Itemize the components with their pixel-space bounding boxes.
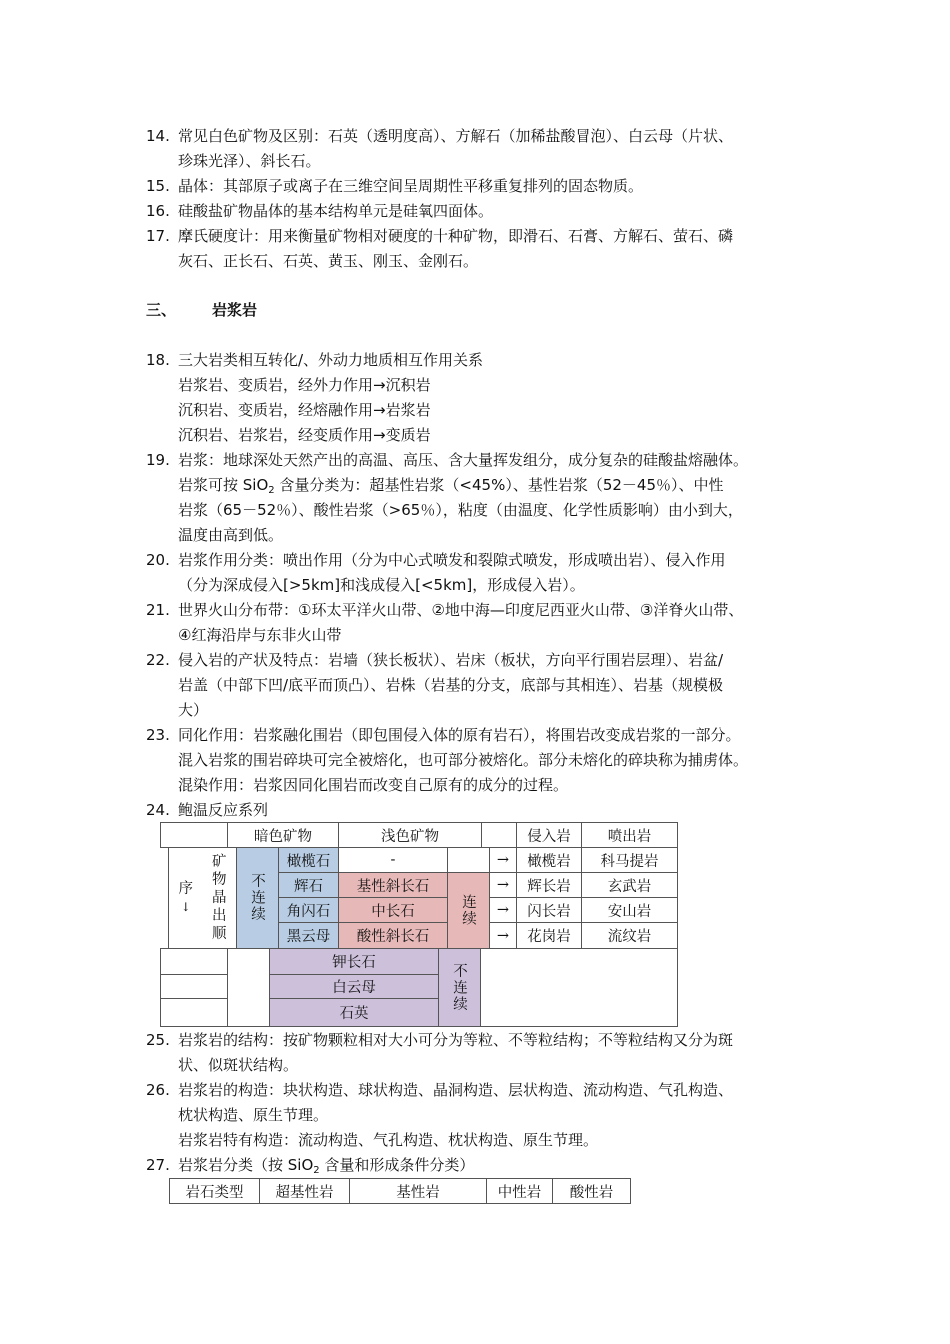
continuous-series-label xyxy=(447,872,490,949)
header-blank xyxy=(481,822,517,848)
item-text-line: 沉积岩、岩浆岩，经变质作用→变质岩 xyxy=(178,426,431,444)
blank-cell xyxy=(160,948,228,975)
table-header-cell: 基性岩 xyxy=(350,1179,487,1204)
item-number: 19. xyxy=(146,451,170,469)
item-number: 26. xyxy=(146,1081,170,1099)
item-text-line: 晶体：其部原子或离子在三维空间呈周期性平移重复排列的固态物质。 xyxy=(178,177,644,195)
intrusive-rock: 花岗岩 xyxy=(516,922,582,949)
header-intrusive: 侵入岩 xyxy=(516,822,582,848)
extrusive-rock: 安山岩 xyxy=(581,897,678,923)
blank-cell xyxy=(227,948,270,1027)
item-text-line: （分为深成侵入[>5km]和浅成侵入[<5km]，形成侵入岩）。 xyxy=(178,576,585,594)
item-number: 23. xyxy=(146,726,170,744)
item-number: 14. xyxy=(146,127,170,145)
item-text-line: ④红海沿岸与东非火山带 xyxy=(178,626,342,644)
arrow-right-icon: → xyxy=(489,897,517,923)
table-header-cell: 超基性岩 xyxy=(260,1179,350,1204)
table-header-cell: 酸性岩 xyxy=(553,1179,631,1204)
item-number: 20. xyxy=(146,551,170,569)
item-text-line: 岩浆作用分类：喷出作用（分为中心式喷发和裂隙式喷发，形成喷出岩）、侵入作用 xyxy=(178,551,726,569)
extrusive-rock: 玄武岩 xyxy=(581,872,678,898)
continuous-text: 连续 xyxy=(460,894,476,927)
item-text-line: 岩浆：地球深处天然产出的高温、高压、含大量挥发组分，成分复杂的硅酸盐熔融体。 xyxy=(178,451,749,469)
late-discontinuous-text: 不连续 xyxy=(451,962,467,1013)
late-discontinuous-label xyxy=(438,948,481,1027)
order-char: 晶 xyxy=(212,889,227,906)
item-text-line xyxy=(178,473,828,498)
order-label-a xyxy=(179,880,194,916)
table-header-cell: 岩石类型 xyxy=(170,1179,260,1204)
rock-classification-table xyxy=(169,1178,631,1204)
item-number: 22. xyxy=(146,651,170,669)
item-text-line: 温度由高到低。 xyxy=(178,526,284,544)
blank-cell xyxy=(160,998,228,1027)
item-text-line: 世界火山分布带：①环太平洋火山带、②地中海—印度尼西亚火山带、③洋脊火山带、 xyxy=(178,601,744,619)
item-number: 24. xyxy=(146,801,170,819)
header-light-minerals: 浅色矿物 xyxy=(338,822,482,848)
item-text-line: 状、似斑状结构。 xyxy=(178,1056,299,1074)
order-char: 出 xyxy=(212,907,227,924)
dark-mineral: 橄榄石 xyxy=(278,847,339,873)
light-mineral: 基性斜长石 xyxy=(338,872,448,898)
item-text-line: 岩浆岩的结构：按矿物颗粒相对大小可分为等粒、不等粒结构；不等粒结构又分为斑 xyxy=(178,1031,734,1049)
arrow-right-icon: → xyxy=(489,872,517,898)
item-text-line: 岩浆岩特有构造：流动构造、气孔构造、枕状构造、原生节理。 xyxy=(178,1131,599,1149)
item-text-line: 岩浆（65－52％）、酸性岩浆（>65％），粘度（由温度、化学性质影响）由小到大， xyxy=(178,501,743,519)
arrow-right-icon: → xyxy=(489,847,517,873)
dark-mineral: 黑云母 xyxy=(278,922,339,949)
order-char: 序 xyxy=(178,880,193,897)
text-fragment: 含量分类为：超基性岩浆（<45%）、基性岩浆（52－45％）、中性 xyxy=(274,476,724,494)
down-arrow-icon: ↓ xyxy=(180,899,191,914)
header-blank xyxy=(160,822,228,848)
table-header-cell: 中性岩 xyxy=(487,1179,553,1204)
item-text-line: 混染作用：岩浆因同化围岩而改变自己原有的成分的过程。 xyxy=(178,776,569,794)
order-label-b xyxy=(212,853,227,943)
item-text-line: 岩盖（中部下凹/底平而顶凸）、岩株（岩基的分支，底部与其相连）、岩基（规模极 xyxy=(178,676,724,694)
dark-mineral: 辉石 xyxy=(278,872,339,898)
section-title: 岩浆岩 xyxy=(212,301,258,319)
item-number: 25. xyxy=(146,1031,170,1049)
item-text-line: 同化作用：岩浆融化围岩（即包围侵入体的原有岩石），将围岩改变成岩浆的一部分。 xyxy=(178,726,741,744)
item-text-line: 珍珠光泽）、斜长石。 xyxy=(178,152,321,170)
extrusive-rock: 流纹岩 xyxy=(581,922,678,949)
text-fragment: 含量和形成条件分类） xyxy=(319,1156,475,1174)
item-text-line: 摩氏硬度计：用来衡量矿物相对硬度的十种矿物，即滑石、石膏、方解石、萤石、磷 xyxy=(178,227,734,245)
late-mineral: 白云母 xyxy=(269,974,439,999)
light-mineral: 酸性斜长石 xyxy=(338,922,448,949)
header-dark-minerals: 暗色矿物 xyxy=(227,822,339,848)
blank-cell xyxy=(160,974,228,999)
item-number: 27. xyxy=(146,1156,170,1174)
item-number: 21. xyxy=(146,601,170,619)
item-text-line: 鲍温反应系列 xyxy=(178,801,269,819)
item-text-line: 枕状构造、原生节理。 xyxy=(178,1106,329,1124)
item-text-line xyxy=(178,1153,828,1178)
order-char: 矿 xyxy=(212,853,227,870)
order-char: 物 xyxy=(212,871,227,888)
blank-cell xyxy=(447,847,490,873)
subscript: 2 xyxy=(313,1165,320,1176)
item-text-line: 沉积岩、变质岩，经熔融作用→岩浆岩 xyxy=(178,401,431,419)
bowen-reaction-table xyxy=(160,822,678,1027)
order-char: 顺 xyxy=(212,925,227,942)
item-number: 16. xyxy=(146,202,170,220)
item-text-line: 大） xyxy=(178,701,209,719)
crystallization-order xyxy=(168,847,236,949)
intrusive-rock: 辉长岩 xyxy=(516,872,582,898)
item-text-line: 灰石、正长石、石英、黄玉、刚玉、金刚石。 xyxy=(178,252,479,270)
item-number: 17. xyxy=(146,227,170,245)
late-mineral: 钾长石 xyxy=(269,948,439,975)
intrusive-rock: 闪长岩 xyxy=(516,897,582,923)
item-text-line: 三大岩类相互转化/、外动力地质相互作用关系 xyxy=(178,351,484,369)
extrusive-rock: 科马提岩 xyxy=(581,847,678,873)
table-row xyxy=(170,1179,631,1204)
item-number: 15. xyxy=(146,177,170,195)
header-extrusive: 喷出岩 xyxy=(581,822,678,848)
item-text-line: 常见白色矿物及区别：石英（透明度高）、方解石（加稀盐酸冒泡）、白云母（片状、 xyxy=(178,127,734,145)
arrow-right-icon: → xyxy=(489,922,517,949)
text-fragment: 岩浆可按 SiO xyxy=(178,476,269,494)
item-text-line: 岩浆岩、变质岩，经外力作用→沉积岩 xyxy=(178,376,431,394)
light-mineral: 中长石 xyxy=(338,897,448,923)
item-text-line: 混入岩浆的围岩碎块可完全被熔化，也可部分被熔化。部分未熔化的碎块称为捕虏体。 xyxy=(178,751,749,769)
item-number: 18. xyxy=(146,351,170,369)
item-text-line: 侵入岩的产状及特点：岩墙（狭长板状）、岩床（板状，方向平行围岩层理）、岩盆/ xyxy=(178,651,724,669)
item-text-line: 硅酸盐矿物晶体的基本结构单元是硅氧四面体。 xyxy=(178,202,494,220)
light-mineral: - xyxy=(338,847,448,873)
text-fragment: 岩浆岩分类（按 SiO xyxy=(178,1156,314,1174)
intrusive-rock: 橄榄岩 xyxy=(516,847,582,873)
item-text-line: 岩浆岩的构造：块状构造、球状构造、晶洞构造、层状构造、流动构造、气孔构造、 xyxy=(178,1081,734,1099)
blank-cell xyxy=(480,948,678,1027)
section-number: 三、 xyxy=(146,301,177,319)
dark-mineral: 角闪石 xyxy=(278,897,339,923)
subscript: 2 xyxy=(268,485,275,496)
discontinuous-series-label xyxy=(236,847,279,949)
late-mineral: 石英 xyxy=(269,998,439,1027)
discontinuous-text: 不连续 xyxy=(249,873,265,923)
